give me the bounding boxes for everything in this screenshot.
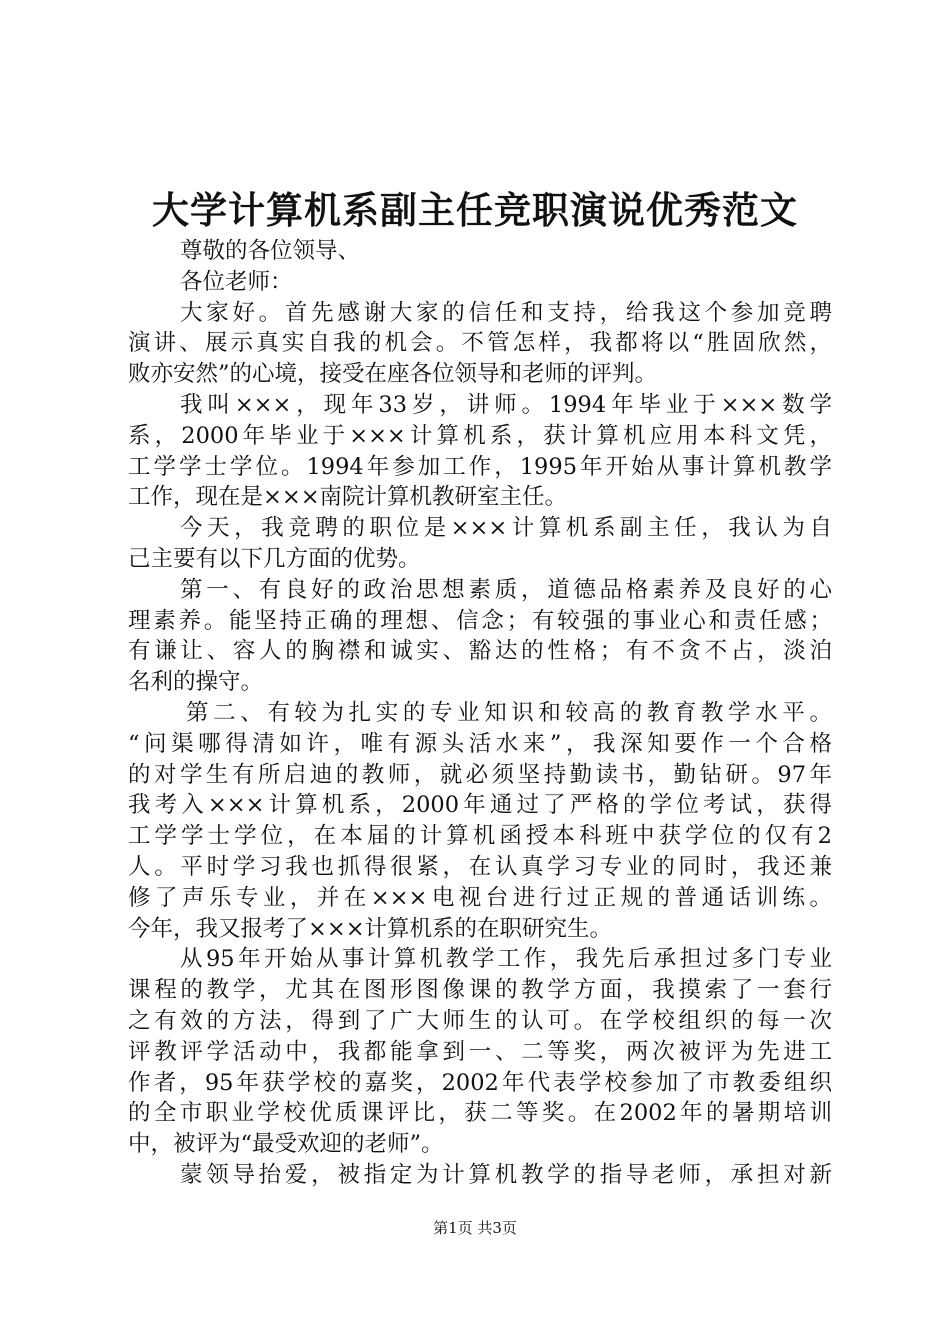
paragraph-line: 今天，我竞聘的职位是×××计算机系副主任，我认为自 [180,515,832,542]
paragraph-line: 今年，我又报考了×××计算机系的在职研究生。 [128,915,613,942]
paragraph-line: 的对学生有所启迪的教师，就必须坚持勤读书，勤钻研。97年 [128,761,832,788]
paragraph-line: 己主要有以下几方面的优势。 [128,545,421,572]
paragraph-line: 理素养。能坚持正确的理想、信念；有较强的事业心和责任感； [128,607,832,634]
page-title: 大学计算机系副主任竞职演说优秀范文 [152,188,798,232]
paragraph-line: 有谦让、容人的胸襟和诚实、豁达的性格；有不贪不占，淡泊 [128,638,832,665]
paragraph-line: 工学学士学位，在本届的计算机函授本科班中获学位的仅有2 [128,823,832,850]
paragraph-line: “问渠哪得清如许，唯有源头活水来”，我深知要作一个合格 [128,730,832,757]
document-body [128,236,832,1191]
paragraph-line: 的全市职业学校优质课评比，获二等奖。在2002年的暑期培训 [128,1100,832,1127]
paragraph-line: 之有效的方法，得到了广大师生的认可。在学校组织的每一次 [128,1007,832,1034]
paragraph-line: 名利的操守。 [128,669,264,696]
paragraph-line: 各位老师： [180,268,293,295]
page-footer: 第1页 共3页 [433,1219,517,1237]
paragraph-line: 人。平时学习我也抓得很紧，在认真学习专业的同时，我还兼 [128,853,832,880]
paragraph-line: 大家好。首先感谢大家的信任和支持，给我这个参加竞聘 [180,299,832,326]
paragraph-line: 我叫×××，现年33岁，讲师。1994年毕业于×××数学 [180,391,832,418]
paragraph-line: 工作，现在是×××南院计算机教研室主任。 [128,484,568,511]
paragraph-line: 修了声乐专业，并在×××电视台进行过正规的普通话训练。 [128,884,832,911]
paragraph-line: 败亦安然”的心境，接受在座各位领导和老师的评判。 [128,361,658,388]
paragraph-line: 从95年开始从事计算机教学工作，我先后承担过多门专业 [180,946,832,973]
paragraph-line: 课程的教学，尤其在图形图像课的教学方面，我摸索了一套行 [128,977,832,1004]
paragraph-line: 作者，95年获学校的嘉奖，2002年代表学校参加了市教委组织 [128,1069,832,1096]
paragraph-line: 中，被评为“最受欢迎的老师”。 [128,1131,444,1158]
paragraph-line: 系，2000年毕业于×××计算机系，获计算机应用本科文凭， [128,422,832,449]
paragraph-line: 尊敬的各位领导、 [180,238,361,264]
paragraph-line: 评教评学活动中，我都能拿到一、二等奖，两次被评为先进工 [128,1038,832,1065]
paragraph-line: 蒙领导抬爱，被指定为计算机教学的指导老师，承担对新 [180,1161,832,1188]
paragraph-line: 第一、有良好的政治思想素质，道德品格素养及良好的心 [180,576,832,603]
paragraph-line: 工学学士学位。1994年参加工作，1995年开始从事计算机教学 [128,453,832,480]
paragraph-line: 第二、有较为扎实的专业知识和较高的教育教学水平。 [186,699,832,726]
paragraph-line: 演讲、展示真实自我的机会。不管怎样，我都将以“胜固欣然， [128,330,832,357]
paragraph-line: 我考入×××计算机系，2000年通过了严格的学位考试，获得 [128,792,832,819]
